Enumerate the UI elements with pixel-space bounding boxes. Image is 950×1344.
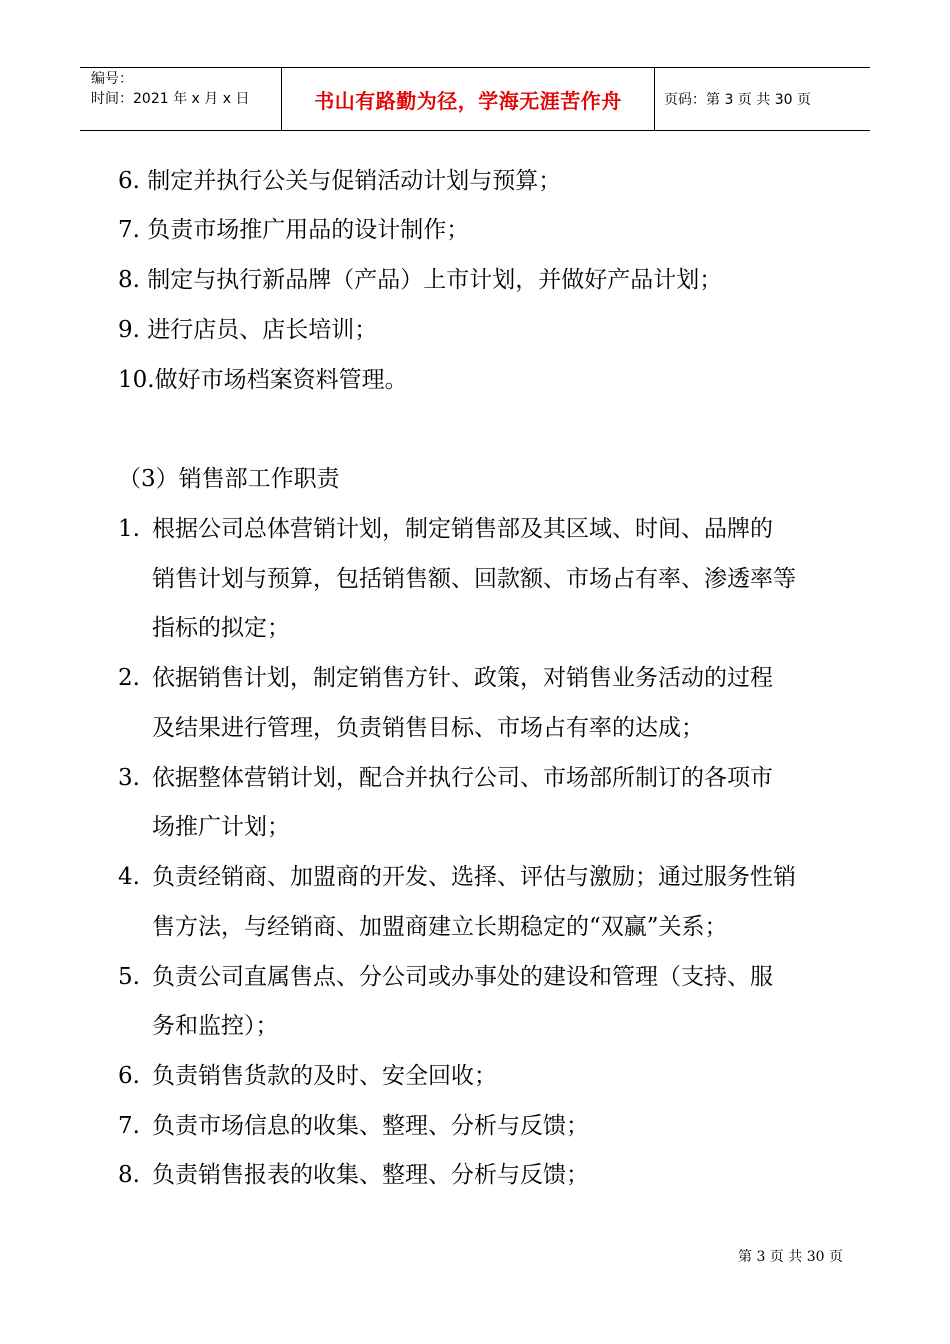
sales-item-number: 6. [118,1063,140,1089]
sales-item-line: 根据公司总体营销计划，制定销售部及其区域、时间、品牌的 [152,516,773,542]
sales-item-number: 2. [118,665,140,691]
header-meta-cell [80,68,282,130]
sales-item-number: 1. [118,516,140,542]
document-header [80,67,870,131]
sales-item-line: 负责销售报表的收集、整理、分析与反馈； [152,1162,589,1188]
list-item: 6. 制定并执行公关与促销活动计划与预算； [118,168,562,194]
sales-item-line: 及结果进行管理，负责销售目标、市场占有率的达成； [152,715,704,741]
sales-item-number: 7. [118,1113,140,1139]
sales-item-number: 8. [118,1162,140,1188]
sales-item-line: 依据整体营销计划，配合并执行公司、市场部所制订的各项市 [152,765,773,791]
sales-item-line: 负责公司直属售点、分公司或办事处的建设和管理（支持、服 [152,964,773,990]
header-page-cell [655,68,870,130]
header-page-info: 页码：第 3 页 共 30 页 [664,92,811,108]
page-footer: 第 3 页 共 30 页 [738,1249,843,1265]
header-motto-cell [282,68,655,130]
sales-item-number: 3. [118,765,140,791]
list-item: 10.做好市场档案资料管理。 [118,367,408,393]
sales-item-line: 指标的拟定； [152,615,290,641]
document-date: 时间：2021 年 x 月 x 日 [91,91,250,107]
sales-item-line: 负责销售货款的及时、安全回收； [152,1063,497,1089]
sales-item-line: 负责经销商、加盟商的开发、选择、评估与激励；通过服务性销 [152,864,796,890]
document-number: 编号： [91,71,133,87]
sales-item-number: 5. [118,964,140,990]
sales-item-line: 售方法，与经销商、加盟商建立长期稳定的“双赢”关系； [152,914,728,940]
sales-item-line: 销售计划与预算，包括销售额、回款额、市场占有率、渗透率等 [152,566,796,592]
sales-item-line: 务和监控）； [152,1013,279,1039]
sales-item-number: 4. [118,864,140,890]
section-title: （3）销售部工作职责 [118,466,340,492]
list-item: 7. 负责市场推广用品的设计制作； [118,217,470,243]
header-motto: 书山有路勤为径，学海无涯苦作舟 [314,88,622,113]
list-item: 8. 制定与执行新品牌（产品）上市计划，并做好产品计划； [118,267,723,293]
sales-item-line: 依据销售计划，制定销售方针、政策，对销售业务活动的过程 [152,665,773,691]
sales-item-line: 场推广计划； [152,814,290,840]
sales-item-line: 负责市场信息的收集、整理、分析与反馈； [152,1113,589,1139]
list-item: 9. 进行店员、店长培训； [118,317,378,343]
